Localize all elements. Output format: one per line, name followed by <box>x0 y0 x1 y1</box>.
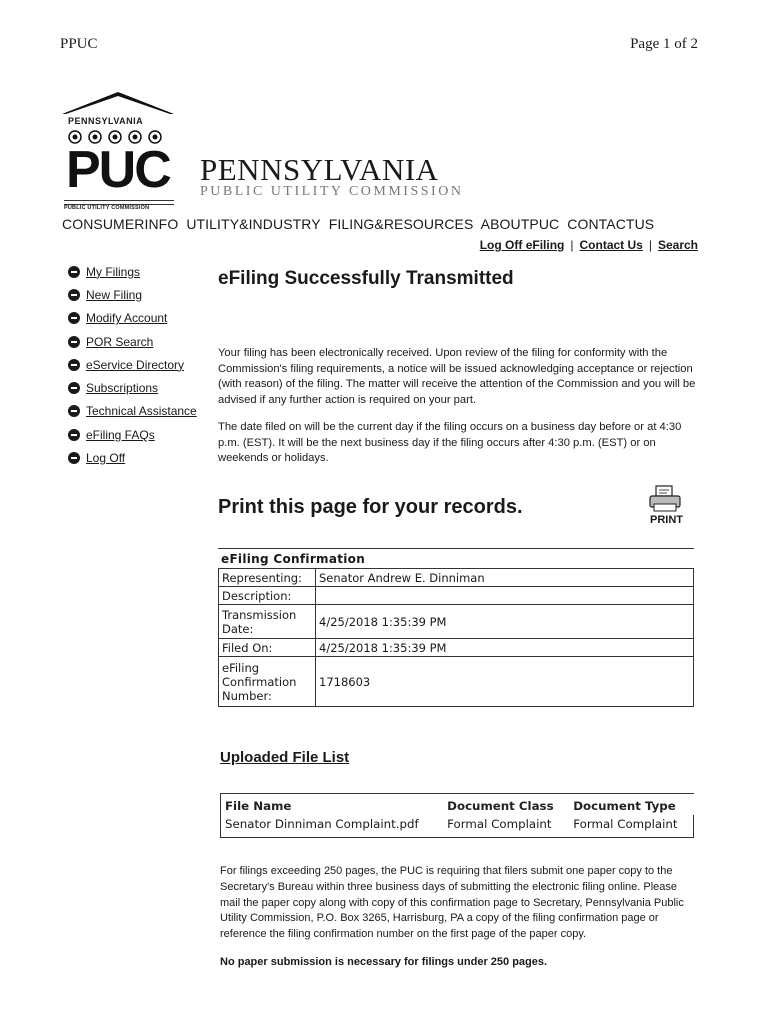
table-cell-value: 4/25/2018 1:35:39 PM <box>316 639 694 657</box>
column-header-document-class: Document Class <box>447 799 554 813</box>
nav-about-puc[interactable]: ABOUTPUC <box>480 216 560 232</box>
sidebar-item-label[interactable]: New Filing <box>86 287 143 302</box>
arrow-bullet-icon <box>68 429 80 441</box>
table-cell-value: 1718603 <box>316 657 694 707</box>
sidebar-item-subscriptions[interactable] <box>68 376 197 399</box>
page-title: eFiling Successfully Transmitted <box>218 268 514 289</box>
table-row <box>221 815 694 838</box>
table-row <box>219 605 694 639</box>
sidebar-item-label[interactable]: eService Directory <box>86 357 185 372</box>
sidebar-item-new-filing[interactable] <box>68 283 197 306</box>
logo-acronym: PUC <box>66 141 170 199</box>
account-links <box>480 238 698 252</box>
contact-us-link[interactable]: Contact Us <box>579 238 643 252</box>
confirmation-title: eFiling Confirmation <box>218 548 694 568</box>
nav-consumer-info[interactable]: CONSUMERINFO <box>62 216 179 232</box>
confirmation-table <box>218 548 694 707</box>
table-cell-key: Representing: <box>219 569 316 587</box>
arrow-bullet-icon <box>68 405 80 417</box>
print-button[interactable] <box>640 484 690 530</box>
table-cell-key: eFiling Confirmation Number: <box>219 657 316 707</box>
paper-copy-instructions: For filings exceeding 250 pages, the PUC is requiring that filers submit one paper copy to the Secretary's Bureau within three business days of submitting the electronic filing online. Please mail the paper copy along with copy of this confirmation page to Secretary, Pennsylvania Public Utility Commission, P.O. Box 3265, Harrisburg, PA a copy of the filing confirmation page or reference the filing confirmation number on the first page of the paper copy. <box>220 865 684 941</box>
link-separator: | <box>570 238 574 252</box>
sidebar-item-modify-account[interactable] <box>68 307 197 330</box>
print-header-page-number: Page 1 of 2 <box>630 36 698 52</box>
link-separator: | <box>648 238 652 252</box>
sidebar-item-eservice-directory[interactable] <box>68 353 197 376</box>
banner-subtitle: PUBLIC UTILITY COMMISSION <box>200 184 464 199</box>
document-type-cell: Formal Complaint <box>569 815 693 838</box>
table-cell-value: 4/25/2018 1:35:39 PM <box>316 605 694 639</box>
arrow-bullet-icon <box>68 336 80 348</box>
printer-icon <box>640 484 690 514</box>
arrow-bullet-icon <box>68 452 80 464</box>
sidebar-item-label[interactable]: Technical Assistance <box>86 404 197 419</box>
puc-logo[interactable] <box>58 88 178 216</box>
table-cell-value <box>316 587 694 605</box>
sidebar-item-log-off[interactable] <box>68 446 197 469</box>
table-row <box>219 569 694 587</box>
file-name-cell[interactable]: Senator Dinniman Complaint.pdf <box>221 815 444 838</box>
document-class-cell: Formal Complaint <box>447 817 552 831</box>
roof-icon <box>58 88 178 116</box>
nav-utility-industry[interactable]: UTILITY&INDUSTRY <box>186 216 321 232</box>
filing-date-paragraph: The date filed on will be the current day if the filing occurs on a business day before or at 4:30 p.m. (EST). It will be the next business day if the filing occurs after 4:30 p.m. (EST) or on weekends or holidays. <box>218 421 682 464</box>
sidebar-item-efiling-faqs[interactable] <box>68 423 197 446</box>
arrow-bullet-icon <box>68 266 80 278</box>
arrow-bullet-icon <box>68 289 80 301</box>
table-cell-key: Filed On: <box>219 639 316 657</box>
table-row <box>219 587 694 605</box>
logo-state-text: PENNSYLVANIA <box>68 116 144 126</box>
arrow-bullet-icon <box>68 312 80 324</box>
table-header-row <box>221 794 694 816</box>
sidebar-item-label[interactable]: Log Off <box>86 451 126 466</box>
logoff-efiling-link[interactable]: Log Off eFiling <box>479 238 565 252</box>
sidebar-item-label[interactable]: POR Search <box>86 334 154 349</box>
sidebar-menu <box>68 260 197 470</box>
print-label: PRINT <box>650 514 683 526</box>
sidebar-item-label[interactable]: Subscriptions <box>86 381 159 396</box>
table-row <box>219 657 694 707</box>
sidebar-item-por-search[interactable] <box>68 330 197 353</box>
top-nav <box>62 216 658 232</box>
column-header-document-type: Document Type <box>573 799 676 813</box>
search-link[interactable]: Search <box>657 238 698 252</box>
paper-copy-note: No paper submission is necessary for filings under 250 pages. <box>220 956 548 968</box>
table-cell-value: Senator Andrew E. Dinniman <box>316 569 694 587</box>
table-cell-key: Description: <box>219 587 316 605</box>
table-cell-key: Transmission Date: <box>219 605 316 639</box>
print-heading: Print this page for your records. <box>218 496 523 518</box>
nav-filing-resources[interactable]: FILING&RESOURCES <box>328 216 474 232</box>
sidebar-item-label[interactable]: eFiling FAQs <box>86 427 155 442</box>
uploaded-files-table <box>220 793 694 838</box>
sidebar-item-label[interactable]: Modify Account <box>86 311 168 326</box>
sidebar-item-technical-assistance[interactable] <box>68 400 197 423</box>
arrow-bullet-icon <box>68 359 80 371</box>
banner-title: PENNSYLVANIA <box>200 152 439 187</box>
uploaded-files-heading: Uploaded File List <box>220 749 350 766</box>
nav-contact-us[interactable]: CONTACTUS <box>567 216 655 232</box>
logo-subtitle: PUBLIC UTILITY COMMISSION <box>64 205 150 211</box>
table-row <box>219 639 694 657</box>
sidebar-item-my-filings[interactable] <box>68 260 197 283</box>
column-header-file-name: File Name <box>221 794 444 816</box>
arrow-bullet-icon <box>68 382 80 394</box>
print-header-left: PPUC <box>60 36 98 52</box>
receipt-paragraph: Your filing has been electronically received. Upon review of the filing for conformity with the Commission's filing requirements, a notice will be issued acknowledging acceptance or rejection (with reason) of the filing. The matter will receive the attention of the Commission and you will be advised if any further action is required on your part. <box>218 347 696 406</box>
sidebar-item-label[interactable]: My Filings <box>86 264 141 279</box>
